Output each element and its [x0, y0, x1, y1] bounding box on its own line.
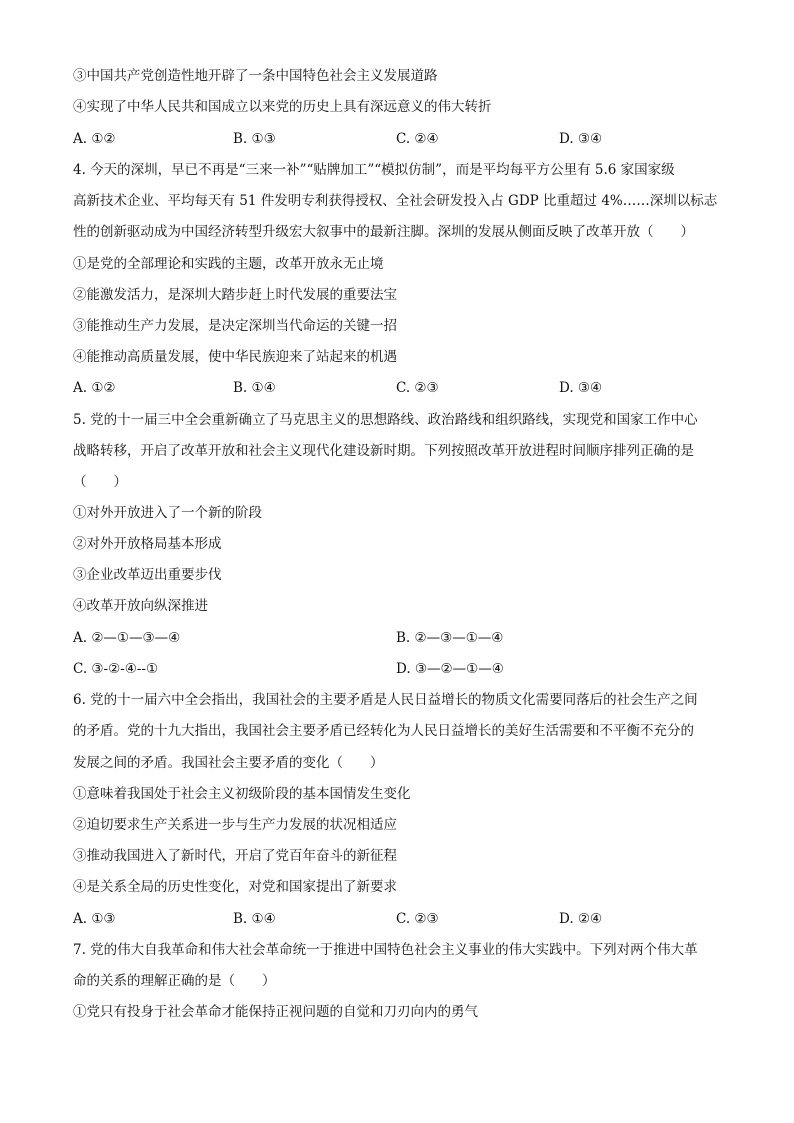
q4-option-2: ②能激发活力，是深圳大踏步赶上时代发展的重要法宝: [73, 287, 397, 303]
q5-stem-line-1: 5. 党的十一届三中全会重新确立了马克思主义的思想路线、政治路线和组织路线，实现党和国家工作中心: [73, 412, 698, 428]
q5-stem-line-3: （ ）: [73, 474, 127, 490]
q4-stem-line-3: 性的创新驱动成为中国经济转型升级宏大叙事中的最新注脚。深圳的发展从侧面反映了改革开放（ ）: [73, 224, 694, 240]
q7-stem-line-2: 命的关系的理解正确的是（ ）: [73, 973, 276, 989]
q4-option-4: ④能推动高质量发展，使中华民族迎来了站起来的机遇: [73, 349, 397, 365]
q4-stem-line-2: 高新技术企业、平均每天有 51 件发明专利获得授权、全社会研发投入占 GDP 比重超过 4%……深圳以标志: [73, 193, 718, 209]
q3-choice-a: A. ①②: [73, 131, 116, 147]
q6-choice-b: B. ①④: [233, 911, 276, 927]
q6-stem-line-3: 发展之间的矛盾。我国社会主要矛盾的变化（ ）: [73, 755, 384, 771]
q4-option-3: ③能推动生产力发展，是决定深圳当代命运的关键一招: [73, 318, 397, 334]
q6-choice-d: D. ②④: [559, 911, 603, 927]
q5-stem-line-2: 战略转移，开启了改革开放和社会主义现代化建设新时期。下列按照改革开放进程时间顺序排列正确的是: [73, 443, 694, 459]
q4-choice-d: D. ③④: [559, 380, 603, 396]
q5-option-1: ①对外开放进入了一个新的阶段: [73, 505, 262, 521]
q3-choice-c: C. ②④: [396, 131, 439, 147]
q7-stem-line-1: 7. 党的伟大自我革命和伟大社会革命统一于推进中国特色社会主义事业的伟大实践中。下列对两个伟大革: [73, 942, 698, 958]
q4-choice-a: A. ①②: [73, 380, 116, 396]
q4-option-1: ①是党的全部理论和实践的主题，改革开放永无止境: [73, 256, 384, 272]
q6-stem-line-1: 6. 党的十一届六中全会指出，我国社会的主要矛盾是人民日益增长的物质文化需要同落后的社会生产之间: [73, 692, 698, 708]
q6-option-3: ③推动我国进入了新时代，开启了党百年奋斗的新征程: [73, 848, 397, 864]
q5-choice-a: A. ②—①—③—④: [73, 630, 181, 646]
q6-option-2: ②迫切要求生产关系进一步与生产力发展的状况相适应: [73, 817, 397, 833]
q5-choice-c: C. ③-②-④--①: [73, 661, 159, 677]
q5-option-2: ②对外开放格局基本形成: [73, 536, 222, 552]
q6-choice-c: C. ②③: [396, 911, 439, 927]
q5-option-4: ④改革开放向纵深推进: [73, 598, 208, 614]
q5-choice-d: D. ③—②—①—④: [396, 661, 504, 677]
q4-choice-b: B. ①④: [233, 380, 276, 396]
q6-choice-a: A. ①③: [73, 911, 116, 927]
q3-option-3: ③中国共产党创造性地开辟了一条中国特色社会主义发展道路: [73, 68, 438, 84]
q6-stem-line-2: 的矛盾。党的十九大指出，我国社会主要矛盾已经转化为人民日益增长的美好生活需要和不平衡不充分的: [73, 723, 694, 739]
q3-choice-b: B. ①③: [233, 131, 276, 147]
q5-choice-b: B. ②—③—①—④: [396, 630, 504, 646]
q4-stem-line-1: 4. 今天的深圳，早已不再是“三来一补”“贴牌加工”“模拟仿制”，而是平均每平方公里有 5.6 家国家级: [73, 162, 675, 178]
q4-choice-c: C. ②③: [396, 380, 439, 396]
q6-option-1: ①意味着我国处于社会主义初级阶段的基本国情发生变化: [73, 786, 411, 802]
q3-choice-d: D. ③④: [559, 131, 603, 147]
q6-option-4: ④是关系全局的历史性变化，对党和国家提出了新要求: [73, 879, 397, 895]
q7-option-1: ①党只有投身于社会革命才能保持正视问题的自觉和刀刃向内的勇气: [73, 1004, 478, 1020]
q5-option-3: ③企业改革迈出重要步伐: [73, 567, 222, 583]
q3-option-4: ④实现了中华人民共和国成立以来党的历史上具有深远意义的伟大转折: [73, 99, 492, 115]
